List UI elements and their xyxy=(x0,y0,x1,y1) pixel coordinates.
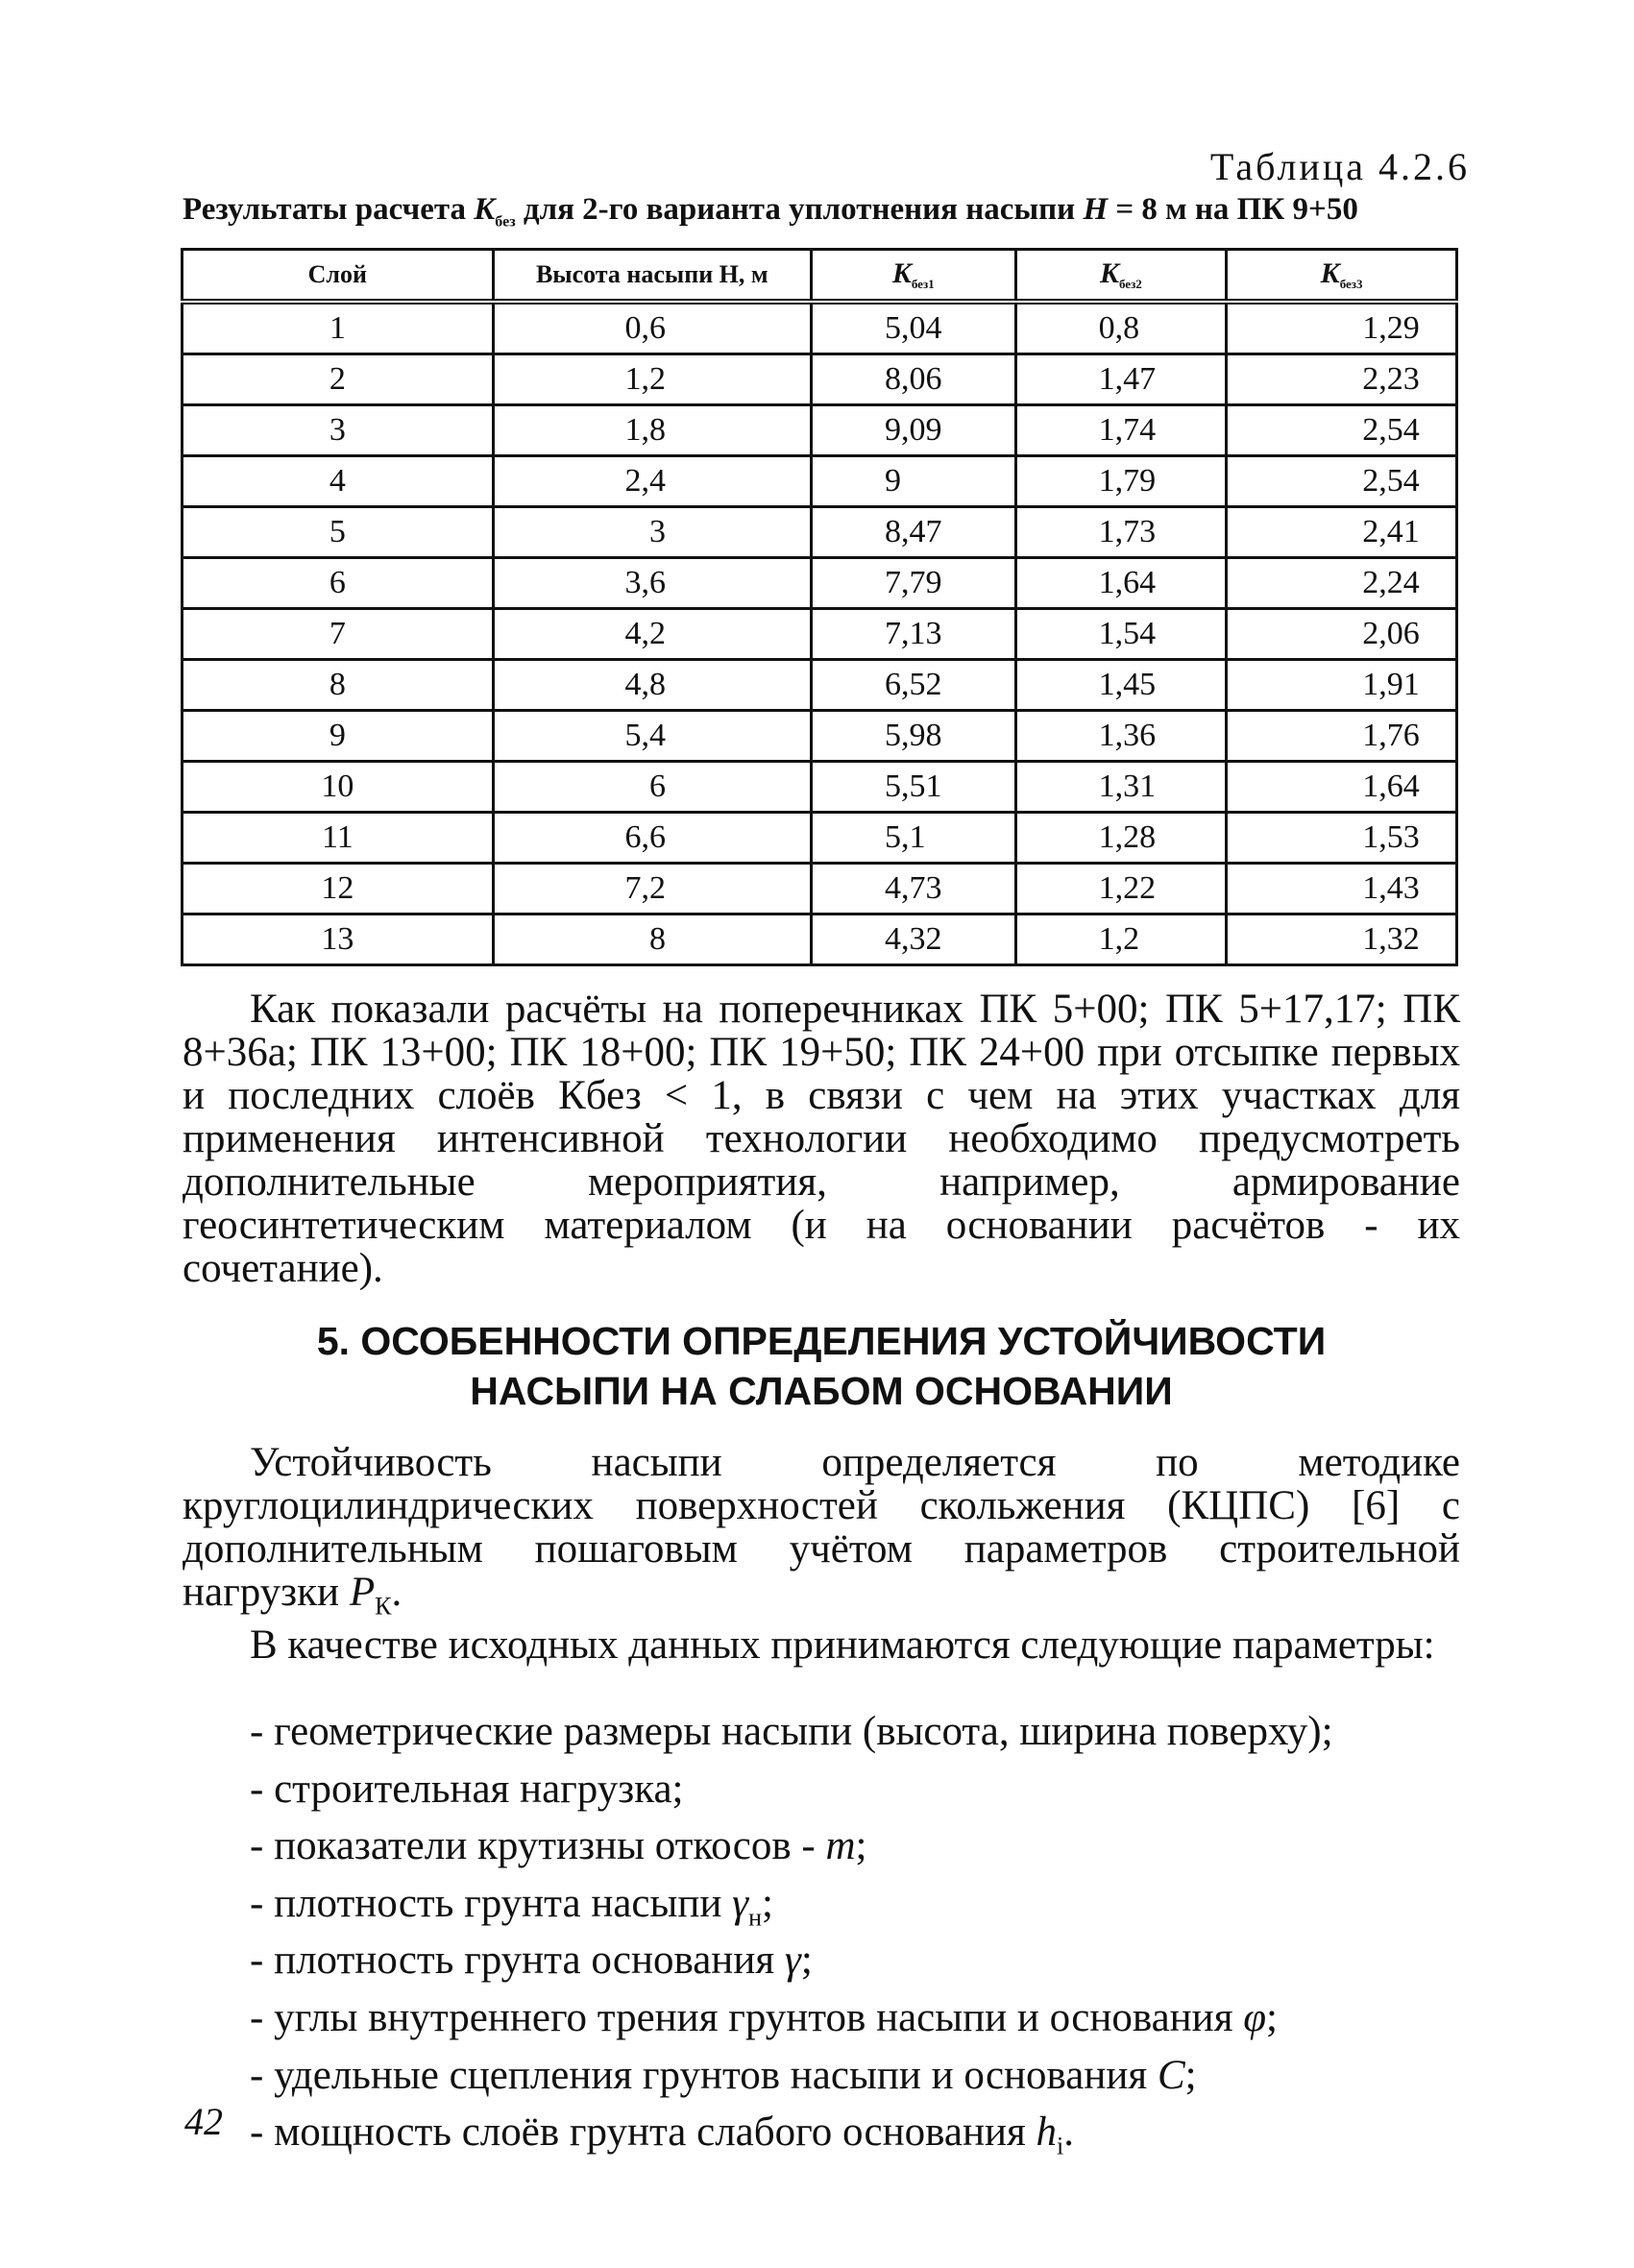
table-title-prefix: Результаты расчета xyxy=(183,192,467,227)
paragraph-input-data xyxy=(183,1623,1460,1667)
header-layer: Слой xyxy=(183,250,494,303)
table-cell: 4 xyxy=(183,456,494,507)
header-k2: $K_{без2}$ xyxy=(1015,250,1227,303)
table-row xyxy=(183,864,1457,915)
table-cell: 8 xyxy=(183,660,494,711)
table-cell: 5,04 xyxy=(811,302,1015,354)
table-cell: 1,31 xyxy=(1015,762,1227,813)
table-cell: 13 xyxy=(183,915,494,965)
table-cell: 1,74 xyxy=(1015,405,1227,456)
table-row xyxy=(183,456,1457,507)
results-table xyxy=(181,248,1458,966)
table-row xyxy=(183,915,1457,965)
paragraph-calculations-text: Как показали расчёты на поперечниках ПК 5+00; ПК 5+17,17; ПК 8+36а; ПК 13+00; ПК 18+00; ПК 19+50; ПК 24+00 при отсыпке первых и последних слоёв Кбез < 1, в связи с чем на этих участках для применения интенсивной технологии необходимо предусмотреть дополнительные мероприятия, например, армирование геосинтетическим материалом (и на основании расчётов - их сочетание). xyxy=(183,987,1460,1291)
table-row xyxy=(183,558,1457,609)
table-body xyxy=(183,302,1457,965)
table-cell: 2,54 xyxy=(1227,456,1457,507)
table-row xyxy=(183,813,1457,864)
table-title-end: = 8 м на ПК 9+50 xyxy=(1115,192,1358,227)
paragraph-stability: Устойчивость насыпи определяется по методике круглоцилиндрических поверхностей скольжения (КЦПС) [6] с дополнительным пошаговым учётом параметров строительной нагрузки $P_К$. xyxy=(183,1440,1460,1621)
parameter-item: - удельные сцепления грунтов насыпи и основания C; xyxy=(250,2052,1197,2098)
table-cell: 5,51 xyxy=(811,762,1015,813)
parameter-item: - мощность слоёв грунта слабого основания $h_i$. xyxy=(250,2109,1074,2160)
table-cell: 1,29 xyxy=(1227,302,1457,354)
table-row xyxy=(183,609,1457,660)
table-cell: 7,13 xyxy=(811,609,1015,660)
table-title-h: H xyxy=(1083,192,1109,227)
table-cell: 0,8 xyxy=(1015,302,1227,354)
table-cell: 7 xyxy=(183,609,494,660)
table-cell: 1,2 xyxy=(493,354,811,405)
table-cell: 4,32 xyxy=(811,915,1015,965)
table-cell: 8,06 xyxy=(811,354,1015,405)
table-row xyxy=(183,405,1457,456)
table-header-row xyxy=(183,250,1457,303)
table-number-label: Таблица 4.2.6 xyxy=(1209,145,1470,188)
table-cell: 2,23 xyxy=(1227,354,1457,405)
table-cell: 1,53 xyxy=(1227,813,1457,864)
table-cell: 1,64 xyxy=(1015,558,1227,609)
table-cell: 5,98 xyxy=(811,711,1015,762)
table-title xyxy=(183,192,1470,232)
table-cell: 2,54 xyxy=(1227,405,1457,456)
section-heading-line2: НАСЫПИ НА СЛАБОМ ОСНОВАНИИ xyxy=(470,1369,1173,1413)
table-cell: 2,24 xyxy=(1227,558,1457,609)
page-number: 42 xyxy=(184,2100,223,2143)
table-cell: 4,73 xyxy=(811,864,1015,915)
table-cell: 1,8 xyxy=(493,405,811,456)
table-cell: 1,76 xyxy=(1227,711,1457,762)
table-cell: 1,64 xyxy=(1227,762,1457,813)
table-cell: 9,09 xyxy=(811,405,1015,456)
table-cell: 0,6 xyxy=(493,302,811,354)
table-title-k-sub: без xyxy=(495,213,516,231)
table-cell: 1,22 xyxy=(1015,864,1227,915)
table-cell: 1,45 xyxy=(1015,660,1227,711)
table-row xyxy=(183,354,1457,405)
table-row xyxy=(183,711,1457,762)
table-cell: 1,36 xyxy=(1015,711,1227,762)
table-title-suffix: для 2-го варианта уплотнения насыпи xyxy=(523,192,1076,227)
parameter-item: - показатели крутизны откосов - m; xyxy=(250,1823,867,1869)
table-cell: 1,2 xyxy=(1015,915,1227,965)
table-title-k: K xyxy=(474,192,496,227)
table-cell: 2,4 xyxy=(493,456,811,507)
table-cell: 1,91 xyxy=(1227,660,1457,711)
parameter-item: - геометрические размеры насыпи (высота, ширина поверху); xyxy=(250,1709,1333,1754)
table-cell: 7,2 xyxy=(493,864,811,915)
table-cell: 9 xyxy=(811,456,1015,507)
section-heading-line1: 5. ОСОБЕННОСТИ ОПРЕДЕЛЕНИЯ УСТОЙЧИВОСТИ xyxy=(316,1319,1327,1363)
table-row xyxy=(183,762,1457,813)
header-height: Высота насыпи H, м xyxy=(493,250,811,303)
table-cell: 8 xyxy=(493,915,811,965)
table-cell: 3 xyxy=(183,405,494,456)
paragraph-stability-text: Устойчивость насыпи определяется по методике круглоцилиндрических поверхностей скольжения (КЦПС) [6] с дополнительным пошаговым учётом параметров строительной нагрузки xyxy=(183,1440,1460,1615)
table-cell: 1,28 xyxy=(1015,813,1227,864)
table-cell: 9 xyxy=(183,711,494,762)
table-cell: 7,79 xyxy=(811,558,1015,609)
table-row xyxy=(183,302,1457,354)
parameters-list xyxy=(250,1710,1470,2168)
paragraph-input-data-text: В качестве исходных данных принимаются следующие параметры: xyxy=(250,1622,1435,1668)
table-cell: 1,73 xyxy=(1015,507,1227,558)
table-row xyxy=(183,507,1457,558)
table-cell: 6 xyxy=(493,762,811,813)
table-cell: 5 xyxy=(183,507,494,558)
table-cell: 1 xyxy=(183,302,494,354)
table-cell: 3,6 xyxy=(493,558,811,609)
parameter-item: - плотность грунта насыпи $\gamma_н$; xyxy=(250,1880,773,1932)
table-cell: 1,32 xyxy=(1227,915,1457,965)
table-cell: 1,79 xyxy=(1015,456,1227,507)
parameter-item: - углы внутреннего трения грунтов насыпи и основания φ; xyxy=(250,1994,1278,2040)
table-cell: 12 xyxy=(183,864,494,915)
table-cell: 5,1 xyxy=(811,813,1015,864)
table-cell: 1,47 xyxy=(1015,354,1227,405)
table-cell: 1,54 xyxy=(1015,609,1227,660)
table-cell: 6,52 xyxy=(811,660,1015,711)
table-cell: 4,8 xyxy=(493,660,811,711)
symbol-pk: P xyxy=(349,1570,376,1615)
header-k3: $K_{без3}$ xyxy=(1227,250,1457,303)
table-cell: 2,06 xyxy=(1227,609,1457,660)
table-cell: 10 xyxy=(183,762,494,813)
section-heading xyxy=(183,1316,1460,1416)
table-cell: 3 xyxy=(493,507,811,558)
symbol-pk-sub: К xyxy=(375,1592,392,1621)
table-cell: 5,4 xyxy=(493,711,811,762)
table-cell: 6,6 xyxy=(493,813,811,864)
table-cell: 2 xyxy=(183,354,494,405)
parameter-item: - строительная нагрузка; xyxy=(250,1766,684,1812)
table-cell: 2,41 xyxy=(1227,507,1457,558)
table-cell: 4,2 xyxy=(493,609,811,660)
table-cell: 8,47 xyxy=(811,507,1015,558)
table-row xyxy=(183,660,1457,711)
paragraph-calculations xyxy=(183,988,1460,1290)
parameter-item: - плотность грунта основания γ; xyxy=(250,1938,813,1984)
table-cell: 11 xyxy=(183,813,494,864)
header-k1: $K_{без1}$ xyxy=(811,250,1015,303)
table-cell: 1,43 xyxy=(1227,864,1457,915)
table-cell: 6 xyxy=(183,558,494,609)
